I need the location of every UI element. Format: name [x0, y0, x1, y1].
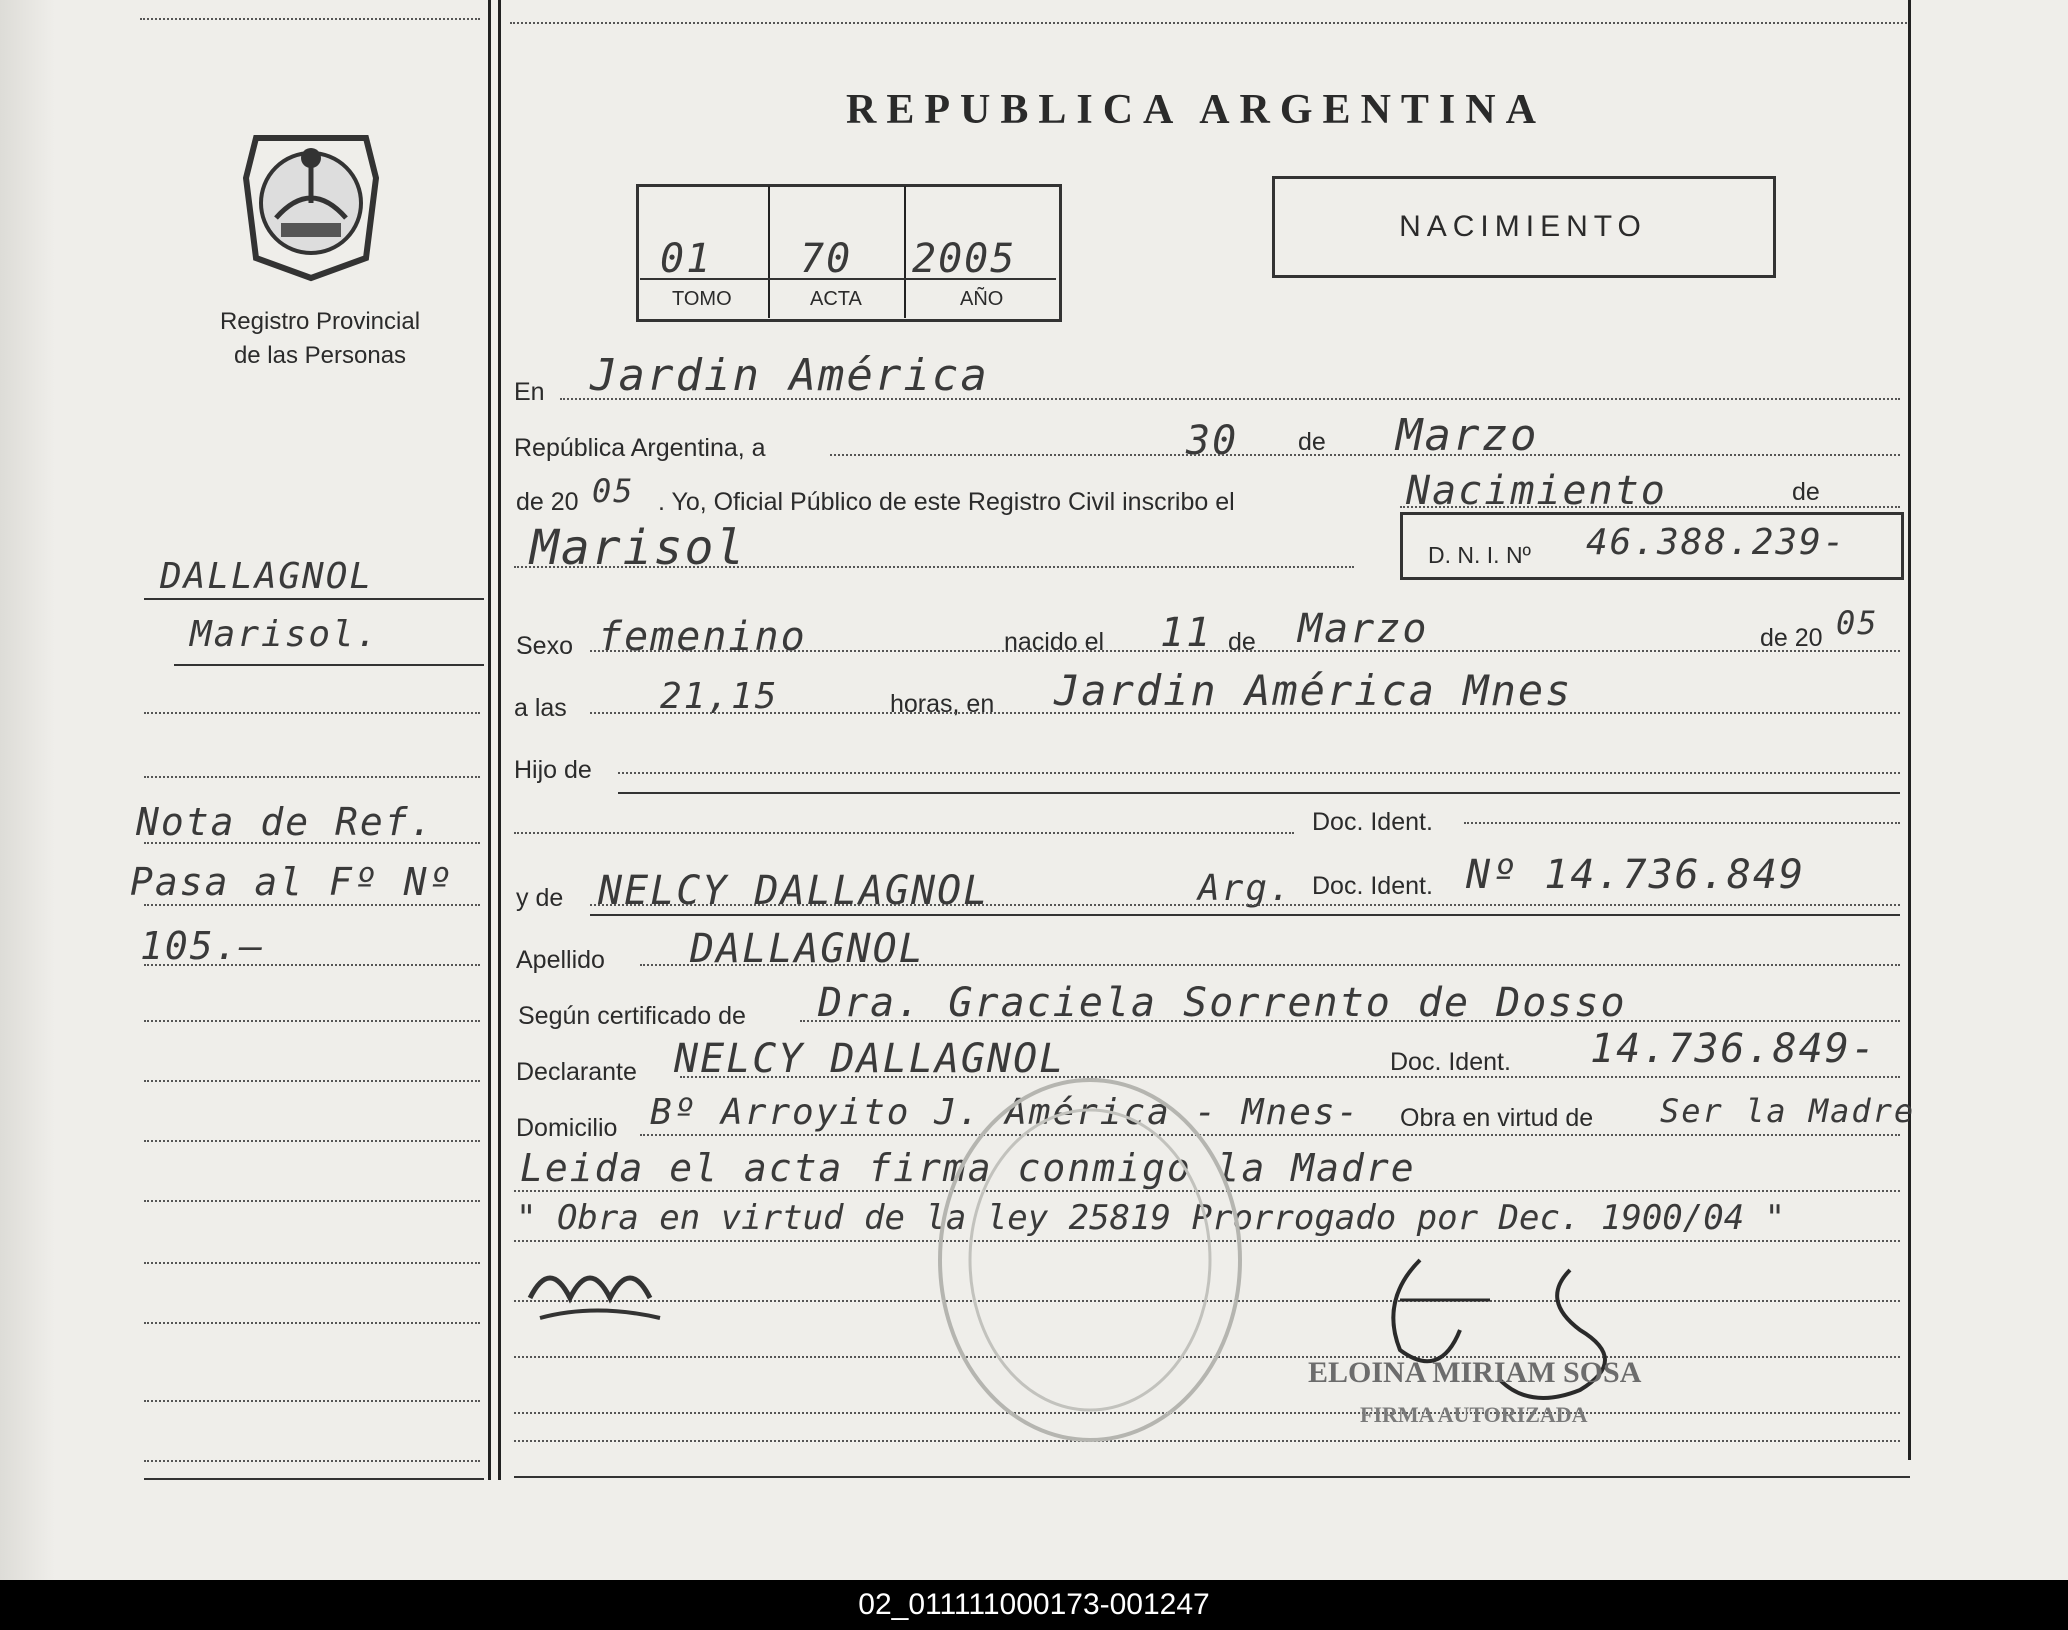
- line-child-name: [514, 566, 1354, 568]
- label-de-name: de: [1792, 478, 1820, 506]
- margin-dotted-6: [144, 1020, 480, 1022]
- top-dotted-line-right: [510, 22, 1910, 24]
- domicilio-value: Bº Arroyito J. América - Mnes-: [650, 1092, 1361, 1133]
- margin-note-2: Pasa al Fº Nº: [130, 860, 454, 904]
- line-father-doc: [514, 832, 1294, 834]
- official-name: ELOINA MIRIAM SOSA: [1308, 1356, 1642, 1389]
- margin-dotted-13: [144, 1460, 480, 1462]
- right-border: [1908, 0, 1911, 1460]
- line-republica: [830, 454, 1900, 456]
- seal-emblem: [236, 118, 386, 283]
- declarante-value: NELCY DALLAGNOL: [674, 1036, 1066, 1082]
- label-alas: a las: [514, 694, 567, 722]
- place-value: Jardin América: [590, 350, 989, 401]
- birth-month-value: Marzo: [1298, 606, 1429, 652]
- birth-place-value: Jardin América Mnes: [1054, 666, 1573, 715]
- line-alas: [590, 712, 1900, 714]
- certificado-value: Dra. Graciela Sorrento de Dosso: [818, 980, 1627, 1026]
- official-stamp: [930, 1070, 1250, 1450]
- ano-value: 2005: [912, 236, 1017, 282]
- label-en: En: [514, 378, 545, 406]
- label-de-birth: de: [1228, 628, 1256, 656]
- label-de-month: de: [1298, 428, 1326, 456]
- birth-year-value: 05: [1836, 604, 1879, 642]
- margin-dotted-1: [144, 712, 480, 714]
- image-identifier: 02_011111000173-001247: [858, 1588, 1210, 1621]
- margin-note-1: Nota de Ref.: [136, 800, 435, 844]
- label-birth-year: de 20: [1760, 624, 1823, 652]
- birth-day-value: 11: [1160, 610, 1213, 656]
- line-mother: [590, 904, 1900, 906]
- initials-mark: [520, 1248, 670, 1328]
- label-apellido: Apellido: [516, 946, 605, 974]
- record-box-divider-2: [904, 186, 906, 318]
- label-hijo: Hijo de: [514, 756, 592, 784]
- form-bottom-line: [514, 1476, 1910, 1478]
- label-sexo: Sexo: [516, 632, 573, 660]
- margin-note-3: 105.—: [140, 924, 265, 968]
- margin-dotted-11: [144, 1322, 480, 1324]
- line-doc-ident-1: [1464, 822, 1900, 824]
- margin-line-2: [174, 664, 484, 666]
- line-sexo: [590, 650, 1900, 652]
- country-title: REPUBLICA ARGENTINA: [846, 87, 1546, 133]
- margin-dotted-9: [144, 1200, 480, 1202]
- label-horas: horas, en: [890, 690, 995, 718]
- line-hijo: [618, 772, 1900, 774]
- page-fold-shadow: [0, 0, 55, 1580]
- declarante-doc-value: 14.736.849-: [1590, 1026, 1877, 1072]
- margin-surname: DALLAGNOL: [160, 556, 374, 597]
- apellido-value: DALLAGNOL: [690, 926, 925, 972]
- margin-dotted-8: [144, 1140, 480, 1142]
- dni-value: 46.388.239-: [1586, 522, 1847, 563]
- label-declarante: Declarante: [516, 1058, 637, 1086]
- mother-nationality: Arg.: [1198, 868, 1293, 909]
- label-nacido: nacido el: [1004, 628, 1105, 656]
- column-divider-right: [498, 0, 501, 1480]
- document-type: NACIMIENTO: [1399, 210, 1647, 243]
- line-apellido: [640, 964, 1900, 966]
- line-declarante: [680, 1076, 1900, 1078]
- label-segun: Según certificado de: [518, 1002, 746, 1030]
- registry-name-line2: de las Personas: [233, 342, 407, 369]
- margin-line-1: [144, 598, 484, 600]
- acta-value: 70: [800, 236, 853, 282]
- record-box-divider-1: [768, 186, 770, 318]
- line-mother-solid: [590, 914, 1900, 916]
- child-name-value: Marisol: [530, 520, 747, 576]
- label-doc-ident-2: Doc. Ident.: [1312, 872, 1433, 900]
- line-en: [560, 398, 1900, 400]
- month-value: Marzo: [1396, 410, 1539, 461]
- margin-dotted-3: [144, 842, 480, 844]
- event-value: Nacimiento: [1406, 468, 1667, 514]
- ano-label: AÑO: [960, 288, 1004, 310]
- obra-value: Ser la Madre: [1660, 1092, 1916, 1130]
- margin-name: Marisol.: [190, 614, 380, 655]
- margin-dotted-5: [144, 964, 480, 966]
- registry-name-line1: Registro Provincial: [219, 308, 421, 335]
- mother-value: NELCY DALLAGNOL: [598, 868, 990, 914]
- line-domicilio: [640, 1134, 1900, 1136]
- line-event: [1400, 506, 1900, 508]
- label-domicilio: Domicilio: [516, 1114, 618, 1142]
- label-yde: y de: [516, 884, 564, 912]
- day-value: 30: [1186, 418, 1239, 464]
- official-title: FIRMA AUTORIZADA: [1360, 1402, 1588, 1427]
- acta-label: ACTA: [810, 288, 862, 310]
- tomo-label: TOMO: [672, 288, 732, 310]
- margin-dotted-2: [144, 776, 480, 778]
- sexo-value: femenino: [598, 614, 807, 660]
- label-doc-ident-3: Doc. Ident.: [1390, 1048, 1511, 1076]
- year-value: 05: [592, 472, 635, 510]
- margin-dotted-7: [144, 1080, 480, 1082]
- dni-label: D. N. I. Nº: [1428, 542, 1531, 568]
- time-value: 21,15: [660, 676, 779, 717]
- margin-dotted-10: [144, 1262, 480, 1264]
- margin-bottom-line: [144, 1478, 484, 1480]
- label-republica: República Argentina, a: [514, 434, 766, 462]
- column-divider-left: [488, 0, 491, 1480]
- label-year: de 20: [516, 488, 579, 516]
- inscription-text: . Yo, Oficial Público de este Registro Civil inscribo el: [658, 488, 1235, 516]
- margin-dotted-4: [144, 904, 480, 906]
- mother-doc-value: Nº 14.736.849: [1466, 852, 1806, 898]
- tomo-value: 01: [660, 236, 713, 282]
- law-line: " Obra en virtud de la ley 25819 Prorrogado por Dec. 1900/04 ": [516, 1198, 1786, 1238]
- margin-dotted-12: [144, 1400, 480, 1402]
- line-hijo-solid: [618, 792, 1900, 794]
- label-obra: Obra en virtud de: [1400, 1104, 1594, 1132]
- image-identifier-bar: [0, 1580, 2068, 1630]
- line-segun: [800, 1020, 1900, 1022]
- read-line: Leida el acta firma conmigo la Madre: [520, 1146, 1416, 1190]
- label-doc-ident-1: Doc. Ident.: [1312, 808, 1433, 836]
- top-dotted-line-left: [140, 18, 480, 20]
